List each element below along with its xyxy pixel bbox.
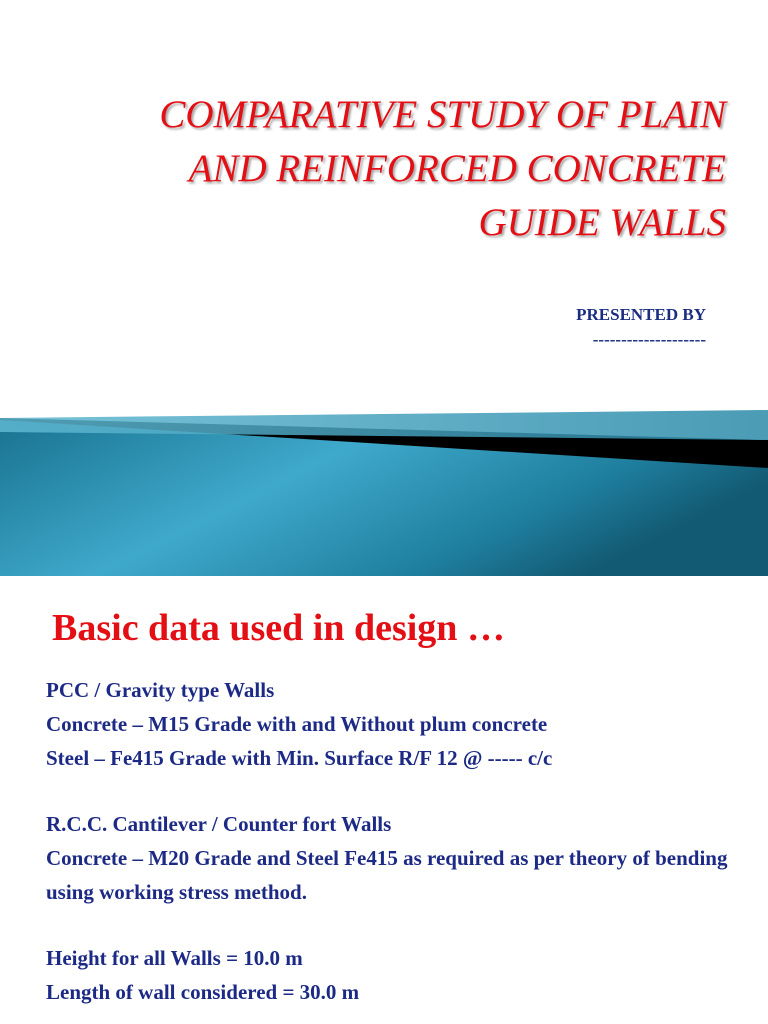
body-line: Length of wall considered = 30.0 m: [46, 980, 360, 1004]
slide-body: [46, 673, 746, 1009]
body-line: Height for all Walls = 10.0 m: [46, 946, 303, 970]
body-line: R.C.C. Cantilever / Counter fort Walls: [46, 812, 392, 836]
body-line: PCC / Gravity type Walls: [46, 678, 275, 702]
line-gap: [46, 909, 746, 941]
presenter-placeholder: --------------------: [592, 330, 706, 349]
line-gap: [46, 775, 746, 807]
title-line: GUIDE WALLS: [478, 201, 726, 244]
title-line: AND REINFORCED CONCRETE: [188, 147, 726, 190]
slide-heading: Basic data used in design …: [52, 607, 505, 649]
body-line: Concrete – M15 Grade with and Without plum concrete: [46, 712, 548, 736]
body-line: Concrete – M20 Grade and Steel Fe415 as required as per theory of bending using working stress method.: [46, 846, 728, 904]
title-line: COMPARATIVE STUDY OF PLAIN: [159, 93, 726, 136]
body-line: Steel – Fe415 Grade with Min. Surface R/F 12 @ ----- c/c: [46, 746, 553, 770]
presented-by-label: PRESENTED BY: [576, 305, 706, 324]
